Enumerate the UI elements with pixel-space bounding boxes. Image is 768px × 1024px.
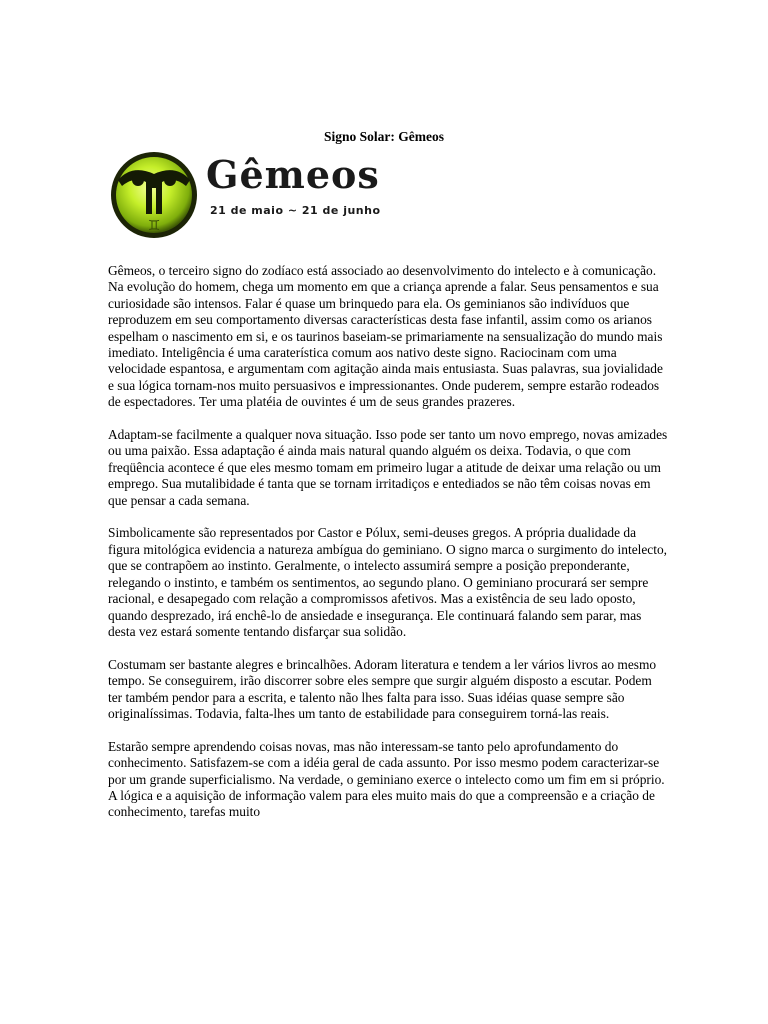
document-title: Signo Solar: Gêmeos bbox=[324, 129, 444, 144]
paragraph: Adaptam-se facilmente a qualquer nova situação. Isso pode ser tanto um novo emprego, novas amizades ou uma paixão. Essa adaptação é ainda mais natural quando alguém os deixa. Todavia, o que com freqüência acontece é que eles mesmo tomam em primeiro lugar a atitude de deixar uma relação ou um emprego. Sua mutalibidade é tanta que se tornam irritadiços e entediados se não têm coisas novas em que pensar a cada semana. bbox=[108, 427, 668, 508]
logo-dates: 21 de maio ~ 21 de junho bbox=[210, 204, 381, 217]
paragraph: Costumam ser bastante alegres e brincalhões. Adoram literatura e tendem a ler vários livros ao mesmo tempo. Se conseguirem, irão discorrer sobre eles sempre que surgir alguém disposto a escutar. Podem ter também pendor para a escrita, e talento não lhes falta para isso. Suas idéias quase sempre são originalíssimas. Todavia, falta-lhes um tanto de estabilidade para conseguirem torná-las reais. bbox=[108, 656, 657, 721]
gemini-logo bbox=[108, 150, 393, 240]
gemini-emblem-icon bbox=[108, 150, 200, 240]
svg-text:♊: ♊ bbox=[147, 218, 161, 234]
logo-title: Gêmeos bbox=[206, 152, 380, 197]
paragraph: Gêmeos, o terceiro signo do zodíaco está associado ao desenvolvimento do intelecto e à comunicação. Na evolução do homem, chega um momento em que a criança aprende a falar. Seus pensamentos e sua curiosidade são intensos. Falar é quase um brinquedo para ela. Os geminianos são indivíduos que reproduzem em seu comportamento diversas características desta fase infantil, assim como os arianos espelham o nascimento em si, e os taurinos baseiam-se primariamente na sensualização do mundo mais imediato. Inteligência é uma caraterística comum aos nativo deste signo. Raciocinam com uma velocidade espantosa, e argumentam com agitação ainda mais entusiasta. Suas palavras, sua jovialidade e sua lógica tornam-nos muito persuasivos e impressionantes. Onde puderem, sempre estarão rodeados de espectadores. Ter uma platéia de ouvintes é um de seus grandes prazeres. bbox=[108, 263, 663, 410]
body-text bbox=[108, 263, 668, 837]
paragraph: Estarão sempre aprendendo coisas novas, mas não interessam-se tanto pelo aprofundamento do conhecimento. Satisfazem-se com a idéia geral de cada assunto. Por isso mesmo podem caracterizar-se por um grande superficialismo. Na verdade, o geminiano exerce o intelecto como um fim em si próprio. A lógica e a aquisição de informação valem para eles muito mais do que a compreensão e a criação de conhecimento, tarefas muito bbox=[108, 738, 665, 820]
paragraph: Simbolicamente são representados por Castor e Pólux, semi-deuses gregos. A própria dualidade da figura mitológica evidencia a natureza ambígua do geminiano. O signo marca o surgimento do intelecto, que se contrapõem ao instinto. Geralmente, o intelecto assumirá sempre a posição preponderante, relegando o instinto, e também os sentimentos, ao segundo plano. O geminiano procurará ser sempre racional, e desapegado com relação a compromissos afetivos. Mas a existência de seu lado oposto, quando desprezado, irá enchê-lo de ansiedade e insegurança. Ele continuará falando sem parar, mas desta vez estará somente tentando disfarçar sua solidão. bbox=[108, 525, 668, 639]
